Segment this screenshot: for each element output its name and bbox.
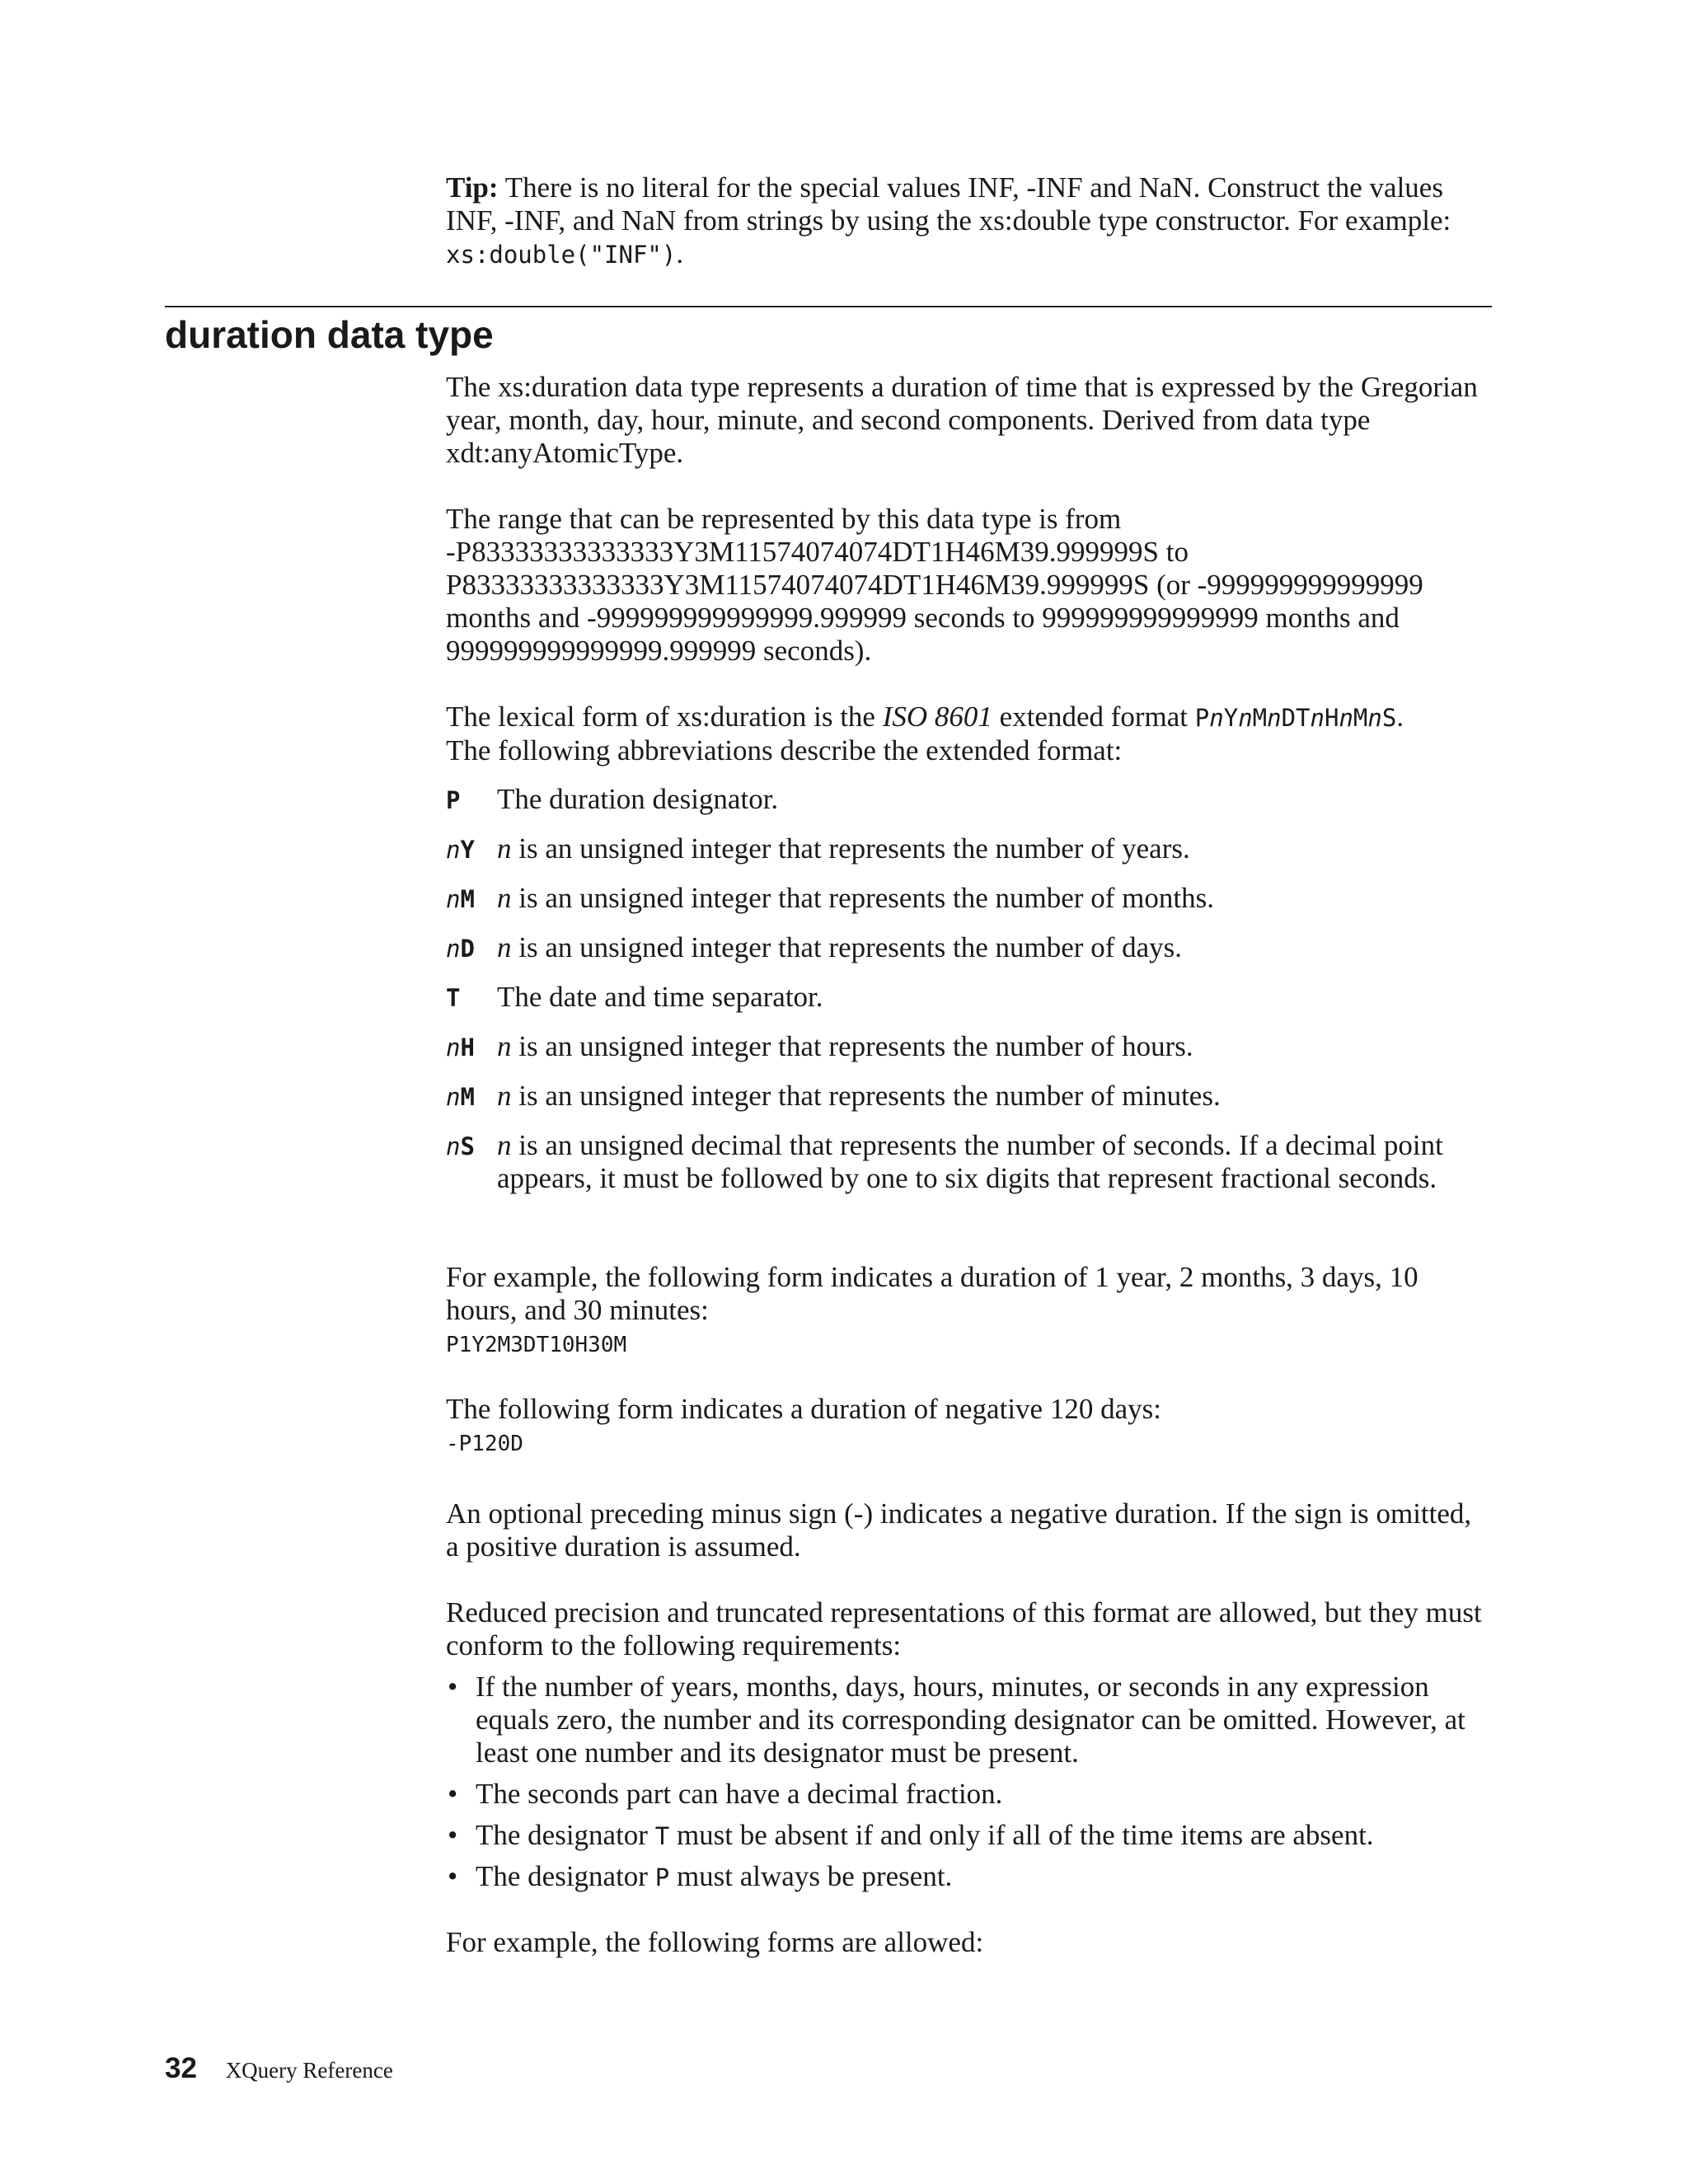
definition-term: nM bbox=[446, 1083, 475, 1111]
paragraph-text: For example, the following forms are allowed: bbox=[446, 1926, 984, 1958]
definition-term: P bbox=[446, 786, 461, 814]
code-example-positive: P1Y2M3DT10H30M bbox=[446, 1333, 627, 1357]
paragraph-example-positive bbox=[446, 1261, 1489, 1327]
page-number: 32 bbox=[165, 2052, 197, 2084]
list-item-text: The designator T must be absent if and only if all of the time items are absent. bbox=[476, 1819, 1374, 1851]
definition-description: n is an unsigned integer that represents the number of years. bbox=[497, 832, 1190, 865]
definition-term: nS bbox=[446, 1132, 475, 1160]
definition-description: n is an unsigned integer that represents the number of days. bbox=[497, 931, 1183, 963]
definition-description: The duration designator. bbox=[497, 783, 779, 815]
tip-text: There is no literal for the special values INF, -INF and NaN. Construct the values INF, -INF, and NaN from strings by using the xs:double type constructor. For example: bbox=[446, 171, 1451, 237]
range-line: P83333333333333Y3M11574074074DT1H46M39.999999S (or -999999999999999 bbox=[446, 569, 1423, 601]
paragraph-description bbox=[446, 371, 1489, 470]
paragraph-allowed-forms bbox=[446, 1926, 1489, 1959]
lexical-text: The lexical form of xs:duration is the bbox=[446, 701, 875, 733]
definition-description: n is an unsigned integer that represents the number of hours. bbox=[497, 1030, 1193, 1062]
definition-term: nY bbox=[446, 836, 475, 864]
bullet-mark: • bbox=[448, 1778, 458, 1810]
definition-term: nD bbox=[446, 935, 475, 963]
section-divider bbox=[165, 306, 1492, 307]
tip-label: Tip: bbox=[446, 171, 499, 204]
definition-description: n is an unsigned decimal that represents the number of seconds. If a decimal point appears, it must be followed by one to six digits that represent fractional seconds. bbox=[497, 1129, 1443, 1194]
lexical-end: . bbox=[1396, 701, 1404, 733]
list-item-text: If the number of years, months, days, hours, minutes, or seconds in any expression equals zero, the number and its corresponding designator can be omitted. However, at least one number and its designator must be present. bbox=[476, 1671, 1465, 1769]
code-example-negative: -P120D bbox=[446, 1432, 523, 1456]
paragraph-text: The xs:duration data type represents a duration of time that is expressed by the Gregorian year, month, day, hour, minute, and second components. Derived from data type xdt:anyAtomicType. bbox=[446, 371, 1478, 469]
range-line: -P83333333333333Y3M11574074074DT1H46M39.999999S to bbox=[446, 536, 1189, 568]
lexical-format-code: PnYnMnDTnHnMnS bbox=[1194, 704, 1397, 732]
iso-standard-name: ISO 8601 bbox=[882, 701, 992, 733]
list-item-text: The designator P must always be present. bbox=[476, 1860, 953, 1892]
list-item-text: The seconds part can have a decimal fraction. bbox=[476, 1778, 1003, 1810]
lexical-text: The following abbreviations describe the extended format: bbox=[446, 734, 1123, 766]
section-title: duration data type bbox=[165, 313, 494, 356]
definition-description: n is an unsigned integer that represents the number of minutes. bbox=[497, 1080, 1221, 1112]
definition-description: n is an unsigned integer that represents the number of months. bbox=[497, 882, 1214, 914]
range-line: months and -999999999999999.999999 seconds to 999999999999999 months and bbox=[446, 602, 1400, 634]
book-title: XQuery Reference bbox=[225, 2058, 393, 2083]
range-line: The range that can be represented by this data type is from bbox=[446, 503, 1122, 535]
paragraph-reduced-precision bbox=[446, 1596, 1489, 1662]
page-footer bbox=[165, 2054, 393, 2085]
example-text: For example, the following form indicates a duration of 1 year, 2 months, 3 days, 10 hours, and 30 minutes: bbox=[446, 1261, 1418, 1326]
paragraph-text: An optional preceding minus sign (-) indicates a negative duration. If the sign is omitted, a positive duration is assumed. bbox=[446, 1497, 1472, 1563]
tip-note bbox=[446, 171, 1476, 271]
paragraph-text: Reduced precision and truncated representations of this format are allowed, but they must conform to the following requirements: bbox=[446, 1596, 1482, 1661]
lexical-text: extended format bbox=[999, 701, 1189, 733]
definition-term: nH bbox=[446, 1033, 475, 1062]
paragraph-lexical-form bbox=[446, 701, 1489, 767]
paragraph-example-negative bbox=[446, 1393, 1489, 1426]
bullet-mark: • bbox=[448, 1671, 458, 1703]
example-text: The following form indicates a duration of negative 120 days: bbox=[446, 1393, 1161, 1425]
definition-term: nM bbox=[446, 885, 475, 913]
tip-example-end: . bbox=[676, 237, 684, 269]
paragraph-range bbox=[446, 503, 1489, 668]
range-line: 999999999999999.999999 seconds). bbox=[446, 635, 872, 667]
definition-description: The date and time separator. bbox=[497, 981, 823, 1013]
tip-example-code: xs:double("INF") bbox=[446, 241, 677, 269]
bullet-mark: • bbox=[448, 1860, 458, 1892]
definition-term: T bbox=[446, 984, 461, 1012]
bullet-mark: • bbox=[448, 1819, 458, 1851]
paragraph-minus-sign bbox=[446, 1497, 1489, 1563]
